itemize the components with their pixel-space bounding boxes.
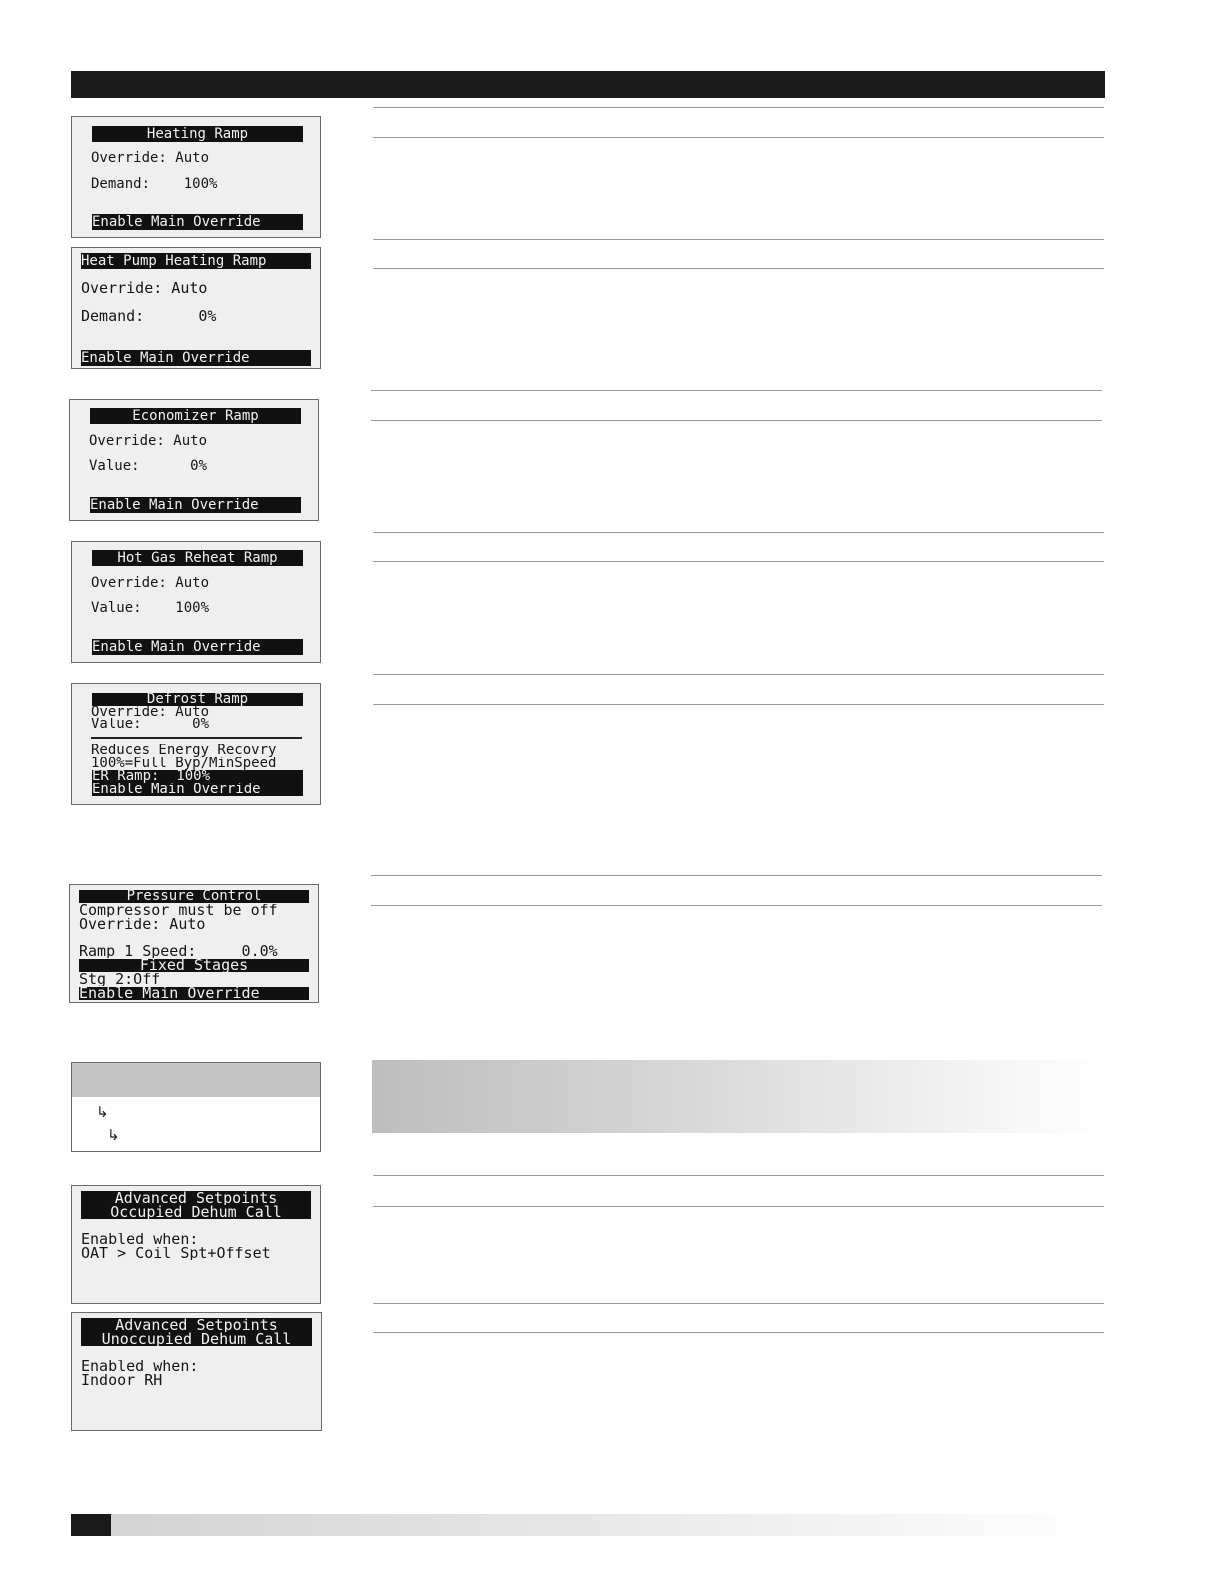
section-rule [373, 1332, 1104, 1333]
enable-override-line: Enable Main Override [90, 497, 301, 513]
override-line: Override: Auto [91, 706, 210, 719]
override-line: Override: Auto [81, 280, 208, 296]
section-rule [371, 905, 1102, 906]
screen-divider [91, 737, 302, 739]
value-line: Value: 0% [91, 718, 210, 731]
screen-title: Heating Ramp [92, 126, 303, 142]
condition-line: Indoor RH [81, 1374, 163, 1387]
section-rule [373, 532, 1104, 533]
note-line: Reduces Energy Recovry [91, 744, 277, 757]
screen-title: Defrost Ramp [92, 693, 303, 706]
economizer-ramp-screen [69, 399, 319, 521]
section-rule [373, 107, 1104, 108]
section-rule [373, 561, 1104, 562]
screen-title: Hot Gas Reheat Ramp [92, 550, 303, 566]
screen-subtitle: Occupied Dehum Call [81, 1205, 311, 1219]
section-rule [373, 674, 1104, 675]
section-rule [373, 268, 1104, 269]
value-line: Value: 0% [89, 458, 208, 474]
section-rule [371, 875, 1102, 876]
override-line: Override: Auto [91, 575, 210, 591]
submenu-arrow-icon: ↳ [107, 1126, 120, 1144]
enabled-when-line: Enabled when: [81, 1360, 199, 1373]
unoccupied-dehum-call-screen [71, 1312, 322, 1431]
screen-subtitle: Unoccupied Dehum Call [81, 1332, 312, 1346]
occupied-dehum-call-screen [71, 1185, 321, 1304]
section-rule [373, 137, 1104, 138]
ramp-speed-line: Ramp 1 Speed: 0.0% [79, 945, 278, 958]
enable-override-line: Enable Main Override [92, 783, 303, 796]
section-rule [373, 1303, 1104, 1304]
footer-bar [111, 1514, 1104, 1536]
enable-override-line: Enable Main Override [92, 639, 303, 655]
demand-line: Demand: 100% [91, 176, 218, 192]
enable-override-line: Enable Main Override [79, 987, 309, 1000]
screen-title: Pressure Control [79, 890, 309, 903]
override-line: Override: Auto [89, 433, 208, 449]
note-line: 100%=Full Byp/MinSpeed [91, 757, 277, 770]
section-heading-panel [372, 1060, 1104, 1133]
pressure-control-screen [69, 884, 319, 1003]
override-line: Override: Auto [79, 918, 206, 931]
menu-path-box [71, 1062, 321, 1152]
section-rule [371, 420, 1102, 421]
enable-override-line: Enable Main Override [81, 350, 311, 366]
demand-line: Demand: 0% [81, 308, 217, 324]
enabled-when-line: Enabled when: [81, 1233, 199, 1246]
heating-ramp-screen [71, 116, 321, 238]
compressor-line: Compressor must be off [79, 904, 278, 917]
er-ramp-line: ER Ramp: 100% [92, 770, 303, 783]
section-rule [373, 1175, 1104, 1176]
heat-pump-heating-ramp-screen [71, 247, 321, 369]
screen-title: Advanced Setpoints [81, 1318, 312, 1332]
submenu-arrow-icon: ↳ [96, 1103, 109, 1121]
screen-title: Heat Pump Heating Ramp [81, 253, 311, 269]
screen-title: Economizer Ramp [90, 408, 301, 424]
enable-override-line: Enable Main Override [92, 214, 303, 230]
fixed-stages-line: Fixed Stages [79, 959, 309, 972]
menu-path-header [72, 1063, 320, 1097]
defrost-ramp-screen [71, 683, 321, 805]
override-line: Override: Auto [91, 150, 210, 166]
stage-line: Stg 2:Off [79, 973, 161, 986]
value-line: Value: 100% [91, 600, 210, 616]
section-rule [373, 704, 1104, 705]
hot-gas-reheat-ramp-screen [71, 541, 321, 663]
section-rule [371, 390, 1102, 391]
screen-title: Advanced Setpoints [81, 1191, 311, 1205]
section-rule [373, 239, 1104, 240]
footer-page-block [71, 1514, 111, 1536]
header-bar [71, 71, 1105, 98]
section-rule [373, 1206, 1104, 1207]
condition-line: OAT > Coil Spt+Offset [81, 1247, 271, 1260]
